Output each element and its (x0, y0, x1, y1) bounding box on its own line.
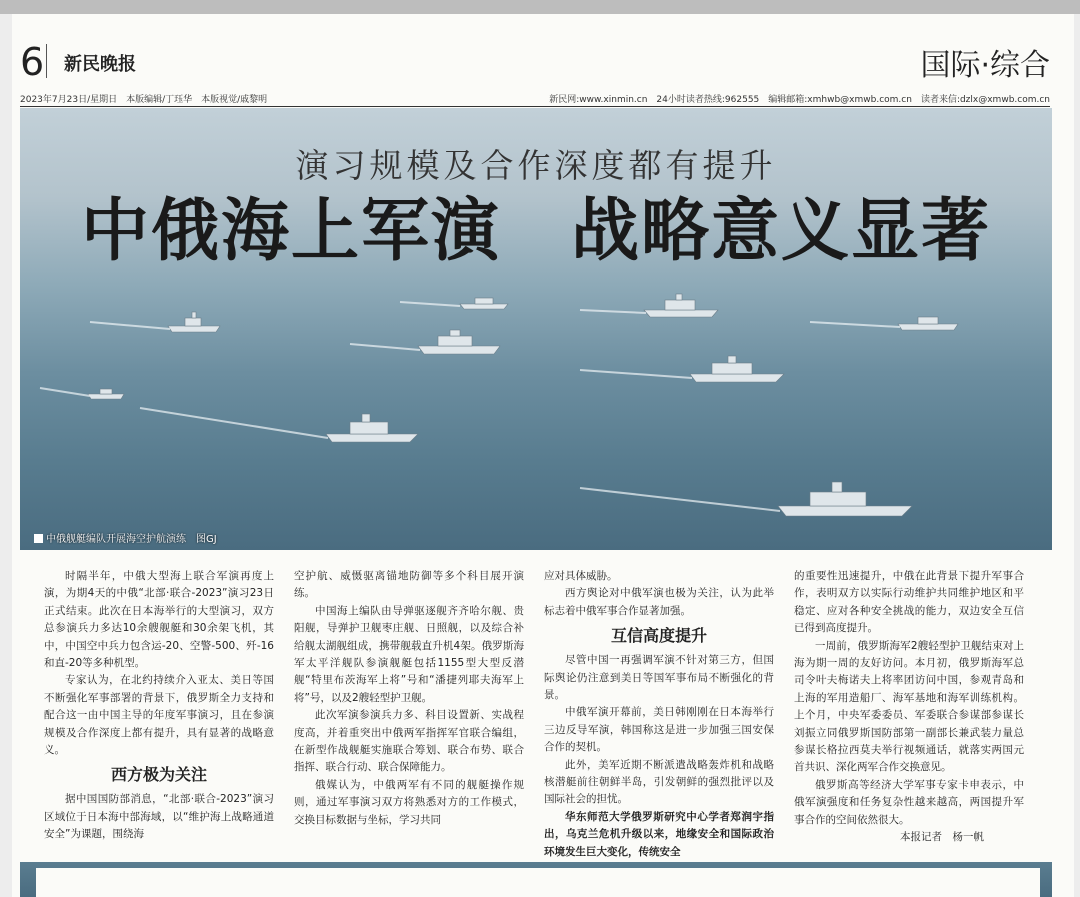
photo-caption-text: 中俄舰艇编队开展海空护航演练 (46, 534, 186, 545)
section-heading: 互信高度提升 (610, 626, 707, 646)
paragraph: 此次军演参演兵力多、科目设置新、实战程度高，并着重突出中俄两军指挥军官联合编组，在新型作战舰艇实施联合筹划、联合布势、联合指挥、联合行动、联合保障能力。 (294, 709, 524, 774)
paper-name-logo: 新民晚报 (64, 54, 136, 75)
byline: 本报记者 杨一帆 (900, 831, 984, 844)
article-column-3 (544, 568, 774, 861)
article-column-1 (44, 568, 274, 844)
paragraph: 华东师范大学俄罗斯研究中心学者郑润宇指出，乌克兰危机升级以来，地缘安全和国际政治环境发生巨大变化，传统安全 (544, 810, 774, 858)
top-bar (0, 0, 1080, 14)
paragraph: 此外，美军近期不断派遣战略轰炸机和战略核潜艇前往朝鲜半岛，引发朝鲜的强烈批评以及国际社会的担忧。 (544, 758, 774, 806)
paragraph: 俄罗斯高等经济大学军事专家卡申表示，中俄军演强度和任务复杂性越来越高，两国提升军事合作的空间依然很大。 (794, 778, 1024, 826)
article-body (36, 556, 1040, 861)
header-divider (46, 44, 47, 78)
paragraph: 尽管中国一再强调军演不针对第三方，但国际舆论仍注意到美日等国军事布局不断强化的背景。 (544, 654, 774, 702)
section-heading: 西方极为关注 (110, 765, 207, 785)
bottom-photo-strip (20, 862, 1052, 897)
paragraph: 据中国国防部消息，“北部·联合-2023”演习区域位于日本海中部海域，以“维护海上战略通道安全”为课题，围绕海 (44, 793, 274, 841)
section-title: 国际·综合 (920, 48, 1050, 83)
paragraph: 俄媒认为，中俄两军有不同的舰艇操作规则，通过军事演习双方将熟悉对方的工作模式，交换目标数据与坐标，学习共同 (294, 778, 524, 826)
photo-caption (34, 530, 217, 545)
lead-photo (20, 108, 1052, 550)
page-number: 6 (20, 40, 45, 84)
next-article-panel (36, 868, 1040, 897)
article-headline: 中俄海上军演 战略意义显著 (80, 192, 991, 271)
paragraph: 西方舆论对中俄军演也极为关注，认为此举标志着中俄军事合作显著加强。 (544, 587, 774, 617)
header-rule (20, 106, 1050, 107)
paragraph: 中国海上编队由导弹驱逐舰齐齐哈尔舰、贵阳舰，导弹护卫舰枣庄舰、日照舰，以及综合补给舰太湖舰组成，携带舰载直升机4架。俄罗斯海军太平洋舰队参演舰艇包括1155型大型反潜舰“特里布茨海军上将”号和“潘捷列耶夫海军上将”号，以及2艘轻型护卫舰。 (294, 604, 524, 704)
paragraph: 空护航、威慑驱离锚地防御等多个科目展开演练。 (294, 570, 524, 600)
contact-info: 新民网:www.xinmin.cn 24小时读者热线:962555 编辑邮箱:xmhwb@xmwb.com.cn 读者来信:dzlx@xmwb.com.cn (549, 95, 1050, 105)
article-column-2 (294, 568, 524, 829)
edition-info: 2023年7月23日/星期日 本版编辑/丁珏华 本版视觉/戚黎明 (20, 95, 268, 105)
paragraph: 专家认为，在北约持续介入亚太、美日等国不断强化军事部署的背景下，俄罗斯全力支持和配合这一由中国主导的年度军事演习，且在参演规模及合作深度上都有提升，具有显著的战略意义。 (44, 674, 274, 757)
paragraph: 中俄军演开幕前，美日韩刚刚在日本海举行三边反导军演，韩国称这是进一步加强三国安保合作的契机。 (544, 706, 774, 754)
paragraph: 一周前，俄罗斯海军2艘轻型护卫舰结束对上海为期一周的友好访问。本月初，俄罗斯海军总司令叶夫梅诺夫上将率团访问中国，参观青岛和上海的军用造船厂、海军基地和海军训练机构。上个月，中央军委委员、军委联合参谋部参谋长刘振立同俄罗斯国防部第一副部长兼武装力量总参谋长格拉西莫夫举行视频通话，就落实两国元首共识、深化两军合作交换意见。 (794, 639, 1024, 774)
article-column-4 (794, 568, 1024, 847)
photo-credit: 图GJ (196, 534, 217, 545)
paragraph: 的重要性迅速提升，中俄在此背景下提升军事合作，表明双方以实际行动维护共同维护地区和平稳定、应对各种安全挑战的能力，双边安全互信已得到高度提升。 (794, 570, 1024, 635)
caption-marker-icon (34, 534, 43, 543)
paragraph: 时隔半年，中俄大型海上联合军演再度上演，为期4天的中俄“北部·联合-2023”演习23日正式结束。此次在日本海举行的大型演习，双方总参演兵力多达10余艘舰艇和30余架飞机，其中，中国空中兵力包含运-20、空警-500、歼-16和直-20等多种机型。 (44, 570, 274, 670)
paragraph: 应对具体威胁。 (544, 570, 618, 582)
article-subheadline: 演习规模及合作深度都有提升 (295, 146, 777, 185)
